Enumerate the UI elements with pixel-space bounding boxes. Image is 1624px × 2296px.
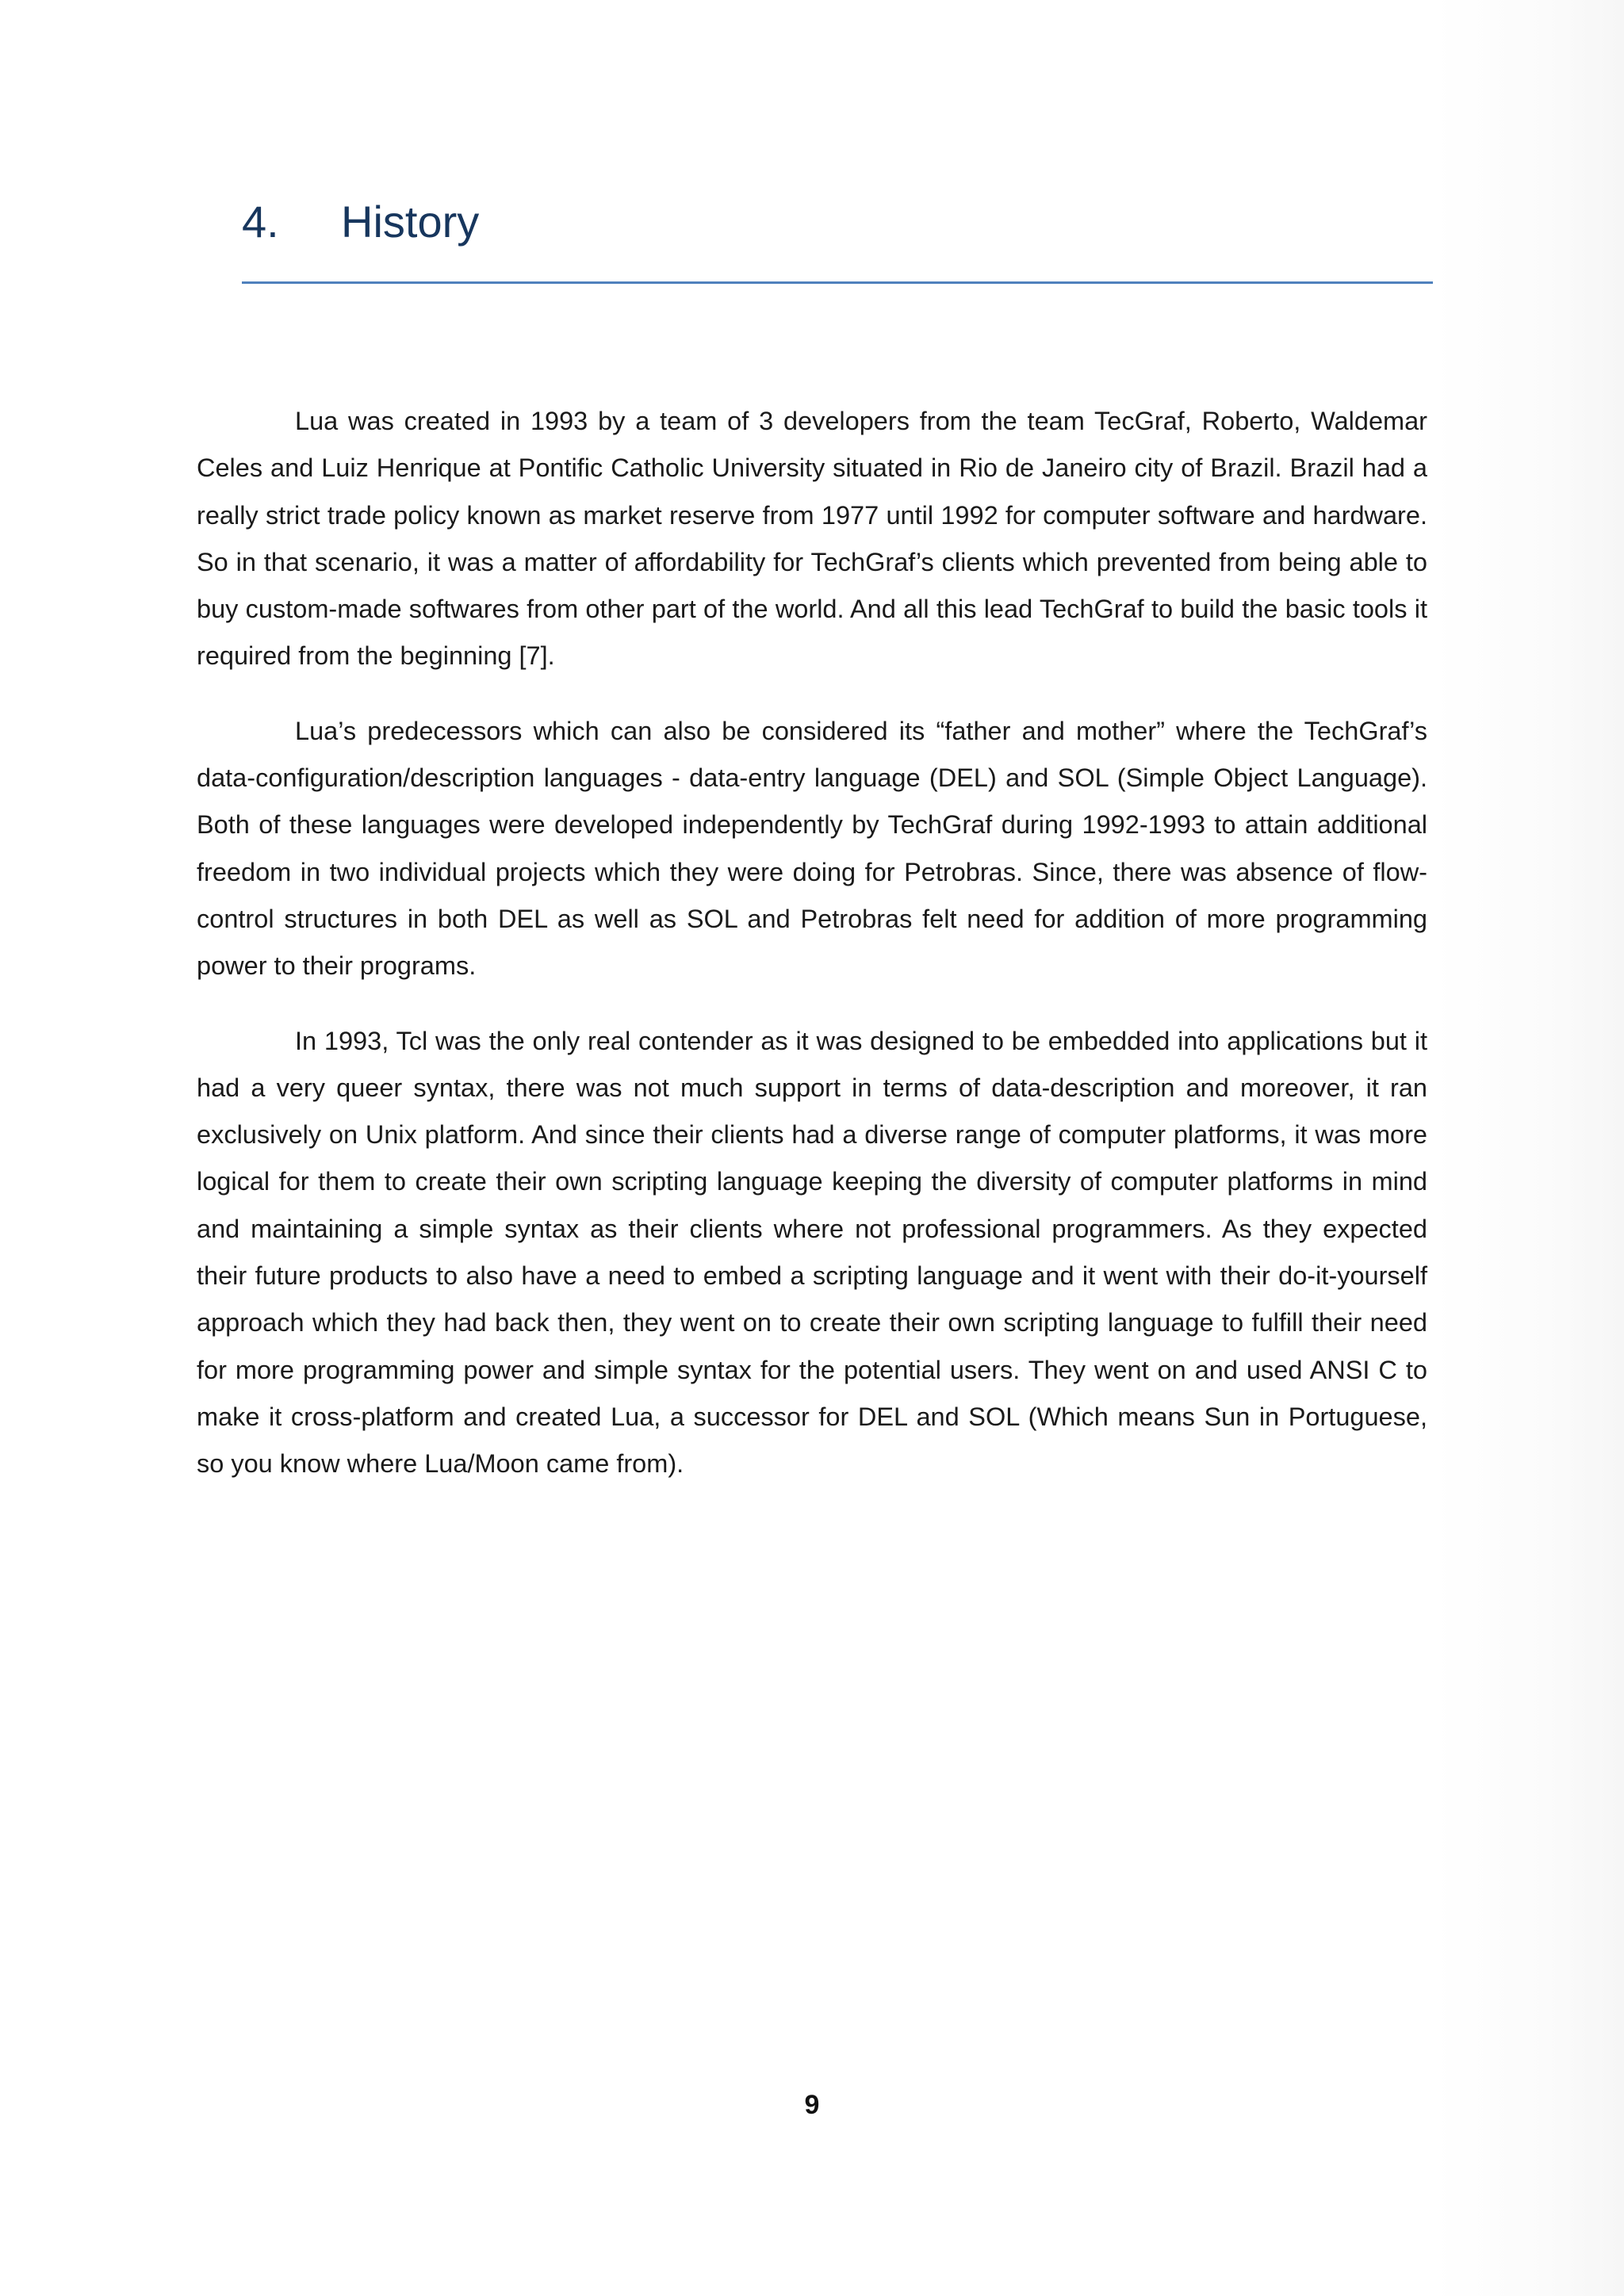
paragraph-1: Lua was created in 1993 by a team of 3 developers from the team TecGraf, Roberto, Waldemar Celes and Luiz Henrique at Pontific Catholic University situated in Rio de Janeiro city of Brazil. Brazil had a really strict trade policy known as market reserve from 1977 until 1992 for computer software and hardware. So in that scenario, it was a matter of affordability for TechGraf’s clients which prevented from being able to buy custom-made softwares from other part of the world. And all this lead TechGraf to build the basic tools it required from the beginning [7]. [197,407,1427,671]
body-text [197,398,1427,1516]
page-number: 9 [804,2090,820,2120]
section-heading [242,190,1431,254]
page-edge-shading [1434,0,1624,2296]
paragraph-3: In 1993, Tcl was the only real contender as it was designed to be embedded into applications but it had a very queer syntax, there was not much support in terms of data-description and moreover, it ran exclusively on Unix platform. And since their clients had a diverse range of computer platforms, it was more logical for them to create their own scripting language keeping the diversity of computer platforms in mind and maintaining a simple syntax as their clients where not professional programmers. As they expected their future products to also have a need to embed a scripting language and it went with their do-it-yourself approach which they had back then, they went on to create their own scripting language to fulfill their need for more programming power and simple syntax for the potential users. They went on and used ANSI C to make it cross-platform and created Lua, a successor for DEL and SOL (Which means Sun in Portuguese, so you know where Lua/Moon came from). [197,1026,1427,1479]
section-title: History [341,197,480,247]
paragraph-2: Lua’s predecessors which can also be considered its “father and mother” where the TechGraf’s data-configuration/description languages - data-entry language (DEL) and SOL (Simple Object Language). Both of these languages were developed independently by TechGraf during 1992-1993 to attain additional freedom in two individual projects which they were doing for Petrobras. Since, there was absence of flow-control structures in both DEL as well as SOL and Petrobras felt need for addition of more programming power to their programs. [197,716,1427,981]
section-number: 4. [242,197,279,247]
heading-divider [242,281,1433,284]
